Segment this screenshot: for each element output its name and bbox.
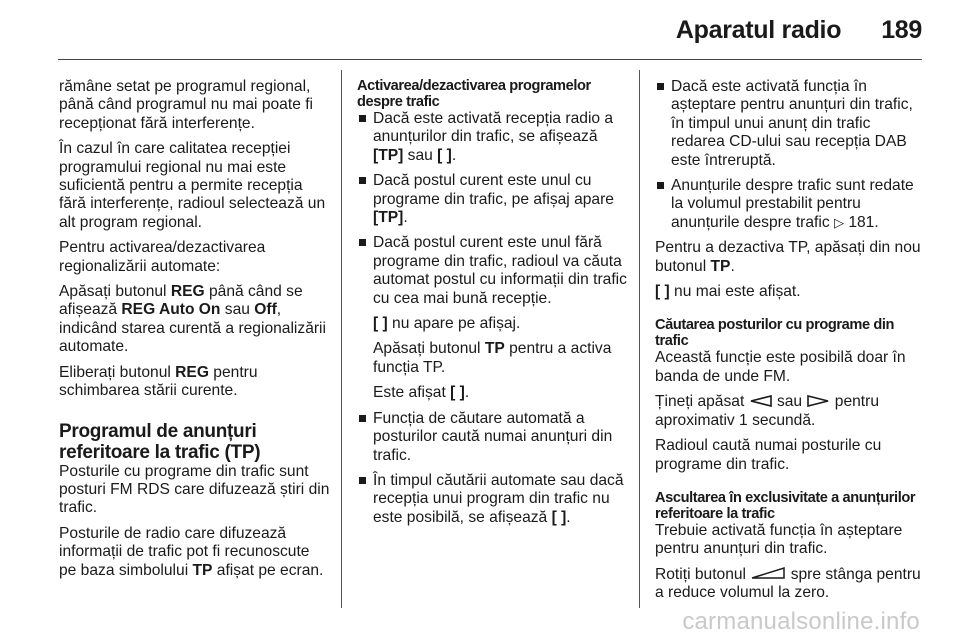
bullet-item: Dacă este activată funcția în așteptare pentru anunțuri din trafic, în timpul unui anunț din trafic redarea CD-ului sau recepția DAB este întreruptă. [655,78,927,170]
paragraph [655,283,927,301]
text: Anunțurile despre trafic sunt redate la volumul prestabilit pentru anunțurile despre trafic [671,177,914,231]
display-ref: [ ] [655,283,670,301]
text: sau [772,393,807,411]
button-ref-tp: TP [710,257,731,275]
paragraph: Posturile cu programe din trafic sunt posturi FM RDS care difuzează știri din trafic. [59,462,330,517]
text: , indicând starea curentă a regionalizării automate. [59,301,326,356]
paragraph: Această funcție este posibilă doar în banda de unde FM. [655,349,906,385]
paragraph [655,566,927,603]
indented-item [357,315,629,333]
bullet-item [655,177,927,232]
text: Apăsați butonul [373,340,485,358]
paragraph: Radioul caută numai posturile cu programe din trafic. [655,437,882,473]
display-ref: [ ] [551,508,567,526]
page-number: 189 [881,16,922,44]
text: Rotiți butonul [655,565,751,583]
subsection-heading: Activarea/dezactivarea programelor despre trafic [357,78,591,110]
column-divider-1 [341,70,342,608]
display-ref: Off [254,301,277,319]
text: În timpul căutării automate sau dacă recepția unui program din trafic nu este posibilă, se afișează [373,471,624,526]
section-heading: Programul de anunțuri referitoare la trafic (TP) [59,420,261,463]
text: . [566,508,571,526]
text: sau [220,301,255,319]
text: Eliberați butonul [59,363,176,381]
column-1 [59,78,331,587]
display-ref: [ ] [437,146,452,164]
triangle-right-icon [806,395,830,407]
text: pentru a activa funcția TP. [373,340,612,376]
paragraph [655,393,927,430]
button-ref-tp: TP [484,340,505,358]
bullet-item: Dacă postul curent este unul fără programe din trafic, radioul va căuta automat postul cu informații din trafic cu cea mai bună recepție. [357,234,629,308]
triangle-left-icon [749,395,773,407]
text: . [730,257,735,275]
bullet-item [357,110,629,165]
watermark: carmanualsonline.info [682,608,920,635]
paragraph [59,283,331,357]
header-title: Aparatul radio [675,16,842,44]
paragraph: rămâne setat pe programul regional, până când programul nu mai poate fi recepționat fără interferențe. [59,78,313,132]
volume-ramp-icon [750,566,786,580]
text: Pentru a dezactiva TP, apăsați din nou butonul [655,239,921,275]
paragraph [655,239,927,276]
button-ref-reg: REG [175,363,209,381]
column-divider-2 [639,70,640,608]
text: afișat pe ecran. [212,561,324,579]
paragraph [59,525,331,580]
page-header [636,16,922,45]
symbol-ref-tp: TP [192,561,213,579]
indented-item [357,384,629,402]
bullet-item [357,472,629,527]
text: pentru schimbarea stării curente. [59,363,258,400]
header-divider [58,59,922,60]
text: pentru aproximativ 1 secundă. [655,393,879,429]
text: nu apare pe afișaj. [387,315,521,333]
paragraph: În cazul în care calitatea recepției programului regional nu mai este suficientă pentru a permite recepția fără interferențe, radioul selectează un alt program regional. [59,140,326,231]
subsection-heading: Ascultarea în exclusivitate a anunțurilor referitoare la trafic [655,489,916,522]
paragraph: Pentru activarea/dezactivarea regionalizării automate: [59,239,266,275]
text: . [451,146,457,164]
text: Dacă postul curent este unul cu programe din trafic, pe afișaj apare [373,172,614,208]
subsection-heading: Căutarea posturilor cu programe din trafic [655,317,895,350]
display-ref: [TP] [373,146,404,164]
indented-item [357,340,629,377]
display-ref: [ ] [450,384,465,402]
text: spre stânga pentru a reduce volumul la zero. [655,565,921,602]
text: Țineți apăsat [655,393,749,411]
text: Dacă este activată recepția radio a anunțurilor din trafic, se afișează [373,110,614,146]
display-ref: [TP] [373,209,404,227]
column-2 [357,78,629,534]
text: . [874,213,879,231]
bullet-item: Funcția de căutare automată a posturilor caută numai anunțuri din trafic. [357,410,629,465]
paragraph: Trebuie activată funcția în așteptare pentru anunțuri din trafic. [655,521,903,558]
text: sau [403,146,438,164]
text: până când se afișează [59,283,303,319]
page-ref-arrow-icon: ▷ [833,214,844,230]
paragraph [59,364,331,401]
text: nu mai este afișat. [669,283,801,301]
display-ref: REG Auto On [121,301,221,319]
text: Este afișat [373,384,451,402]
text: . [464,384,470,402]
column-3 [655,78,927,610]
text: . [403,209,408,227]
button-ref-reg: REG [170,283,205,301]
page-reference[interactable]: 181 [848,213,875,231]
text: Posturile de radio care difuzează informații de trafic pot fi recunoscute pe baza simbolului [59,524,310,579]
bullet-item [357,172,629,227]
display-ref: [ ] [373,315,388,333]
text: Apăsați butonul [59,283,171,301]
